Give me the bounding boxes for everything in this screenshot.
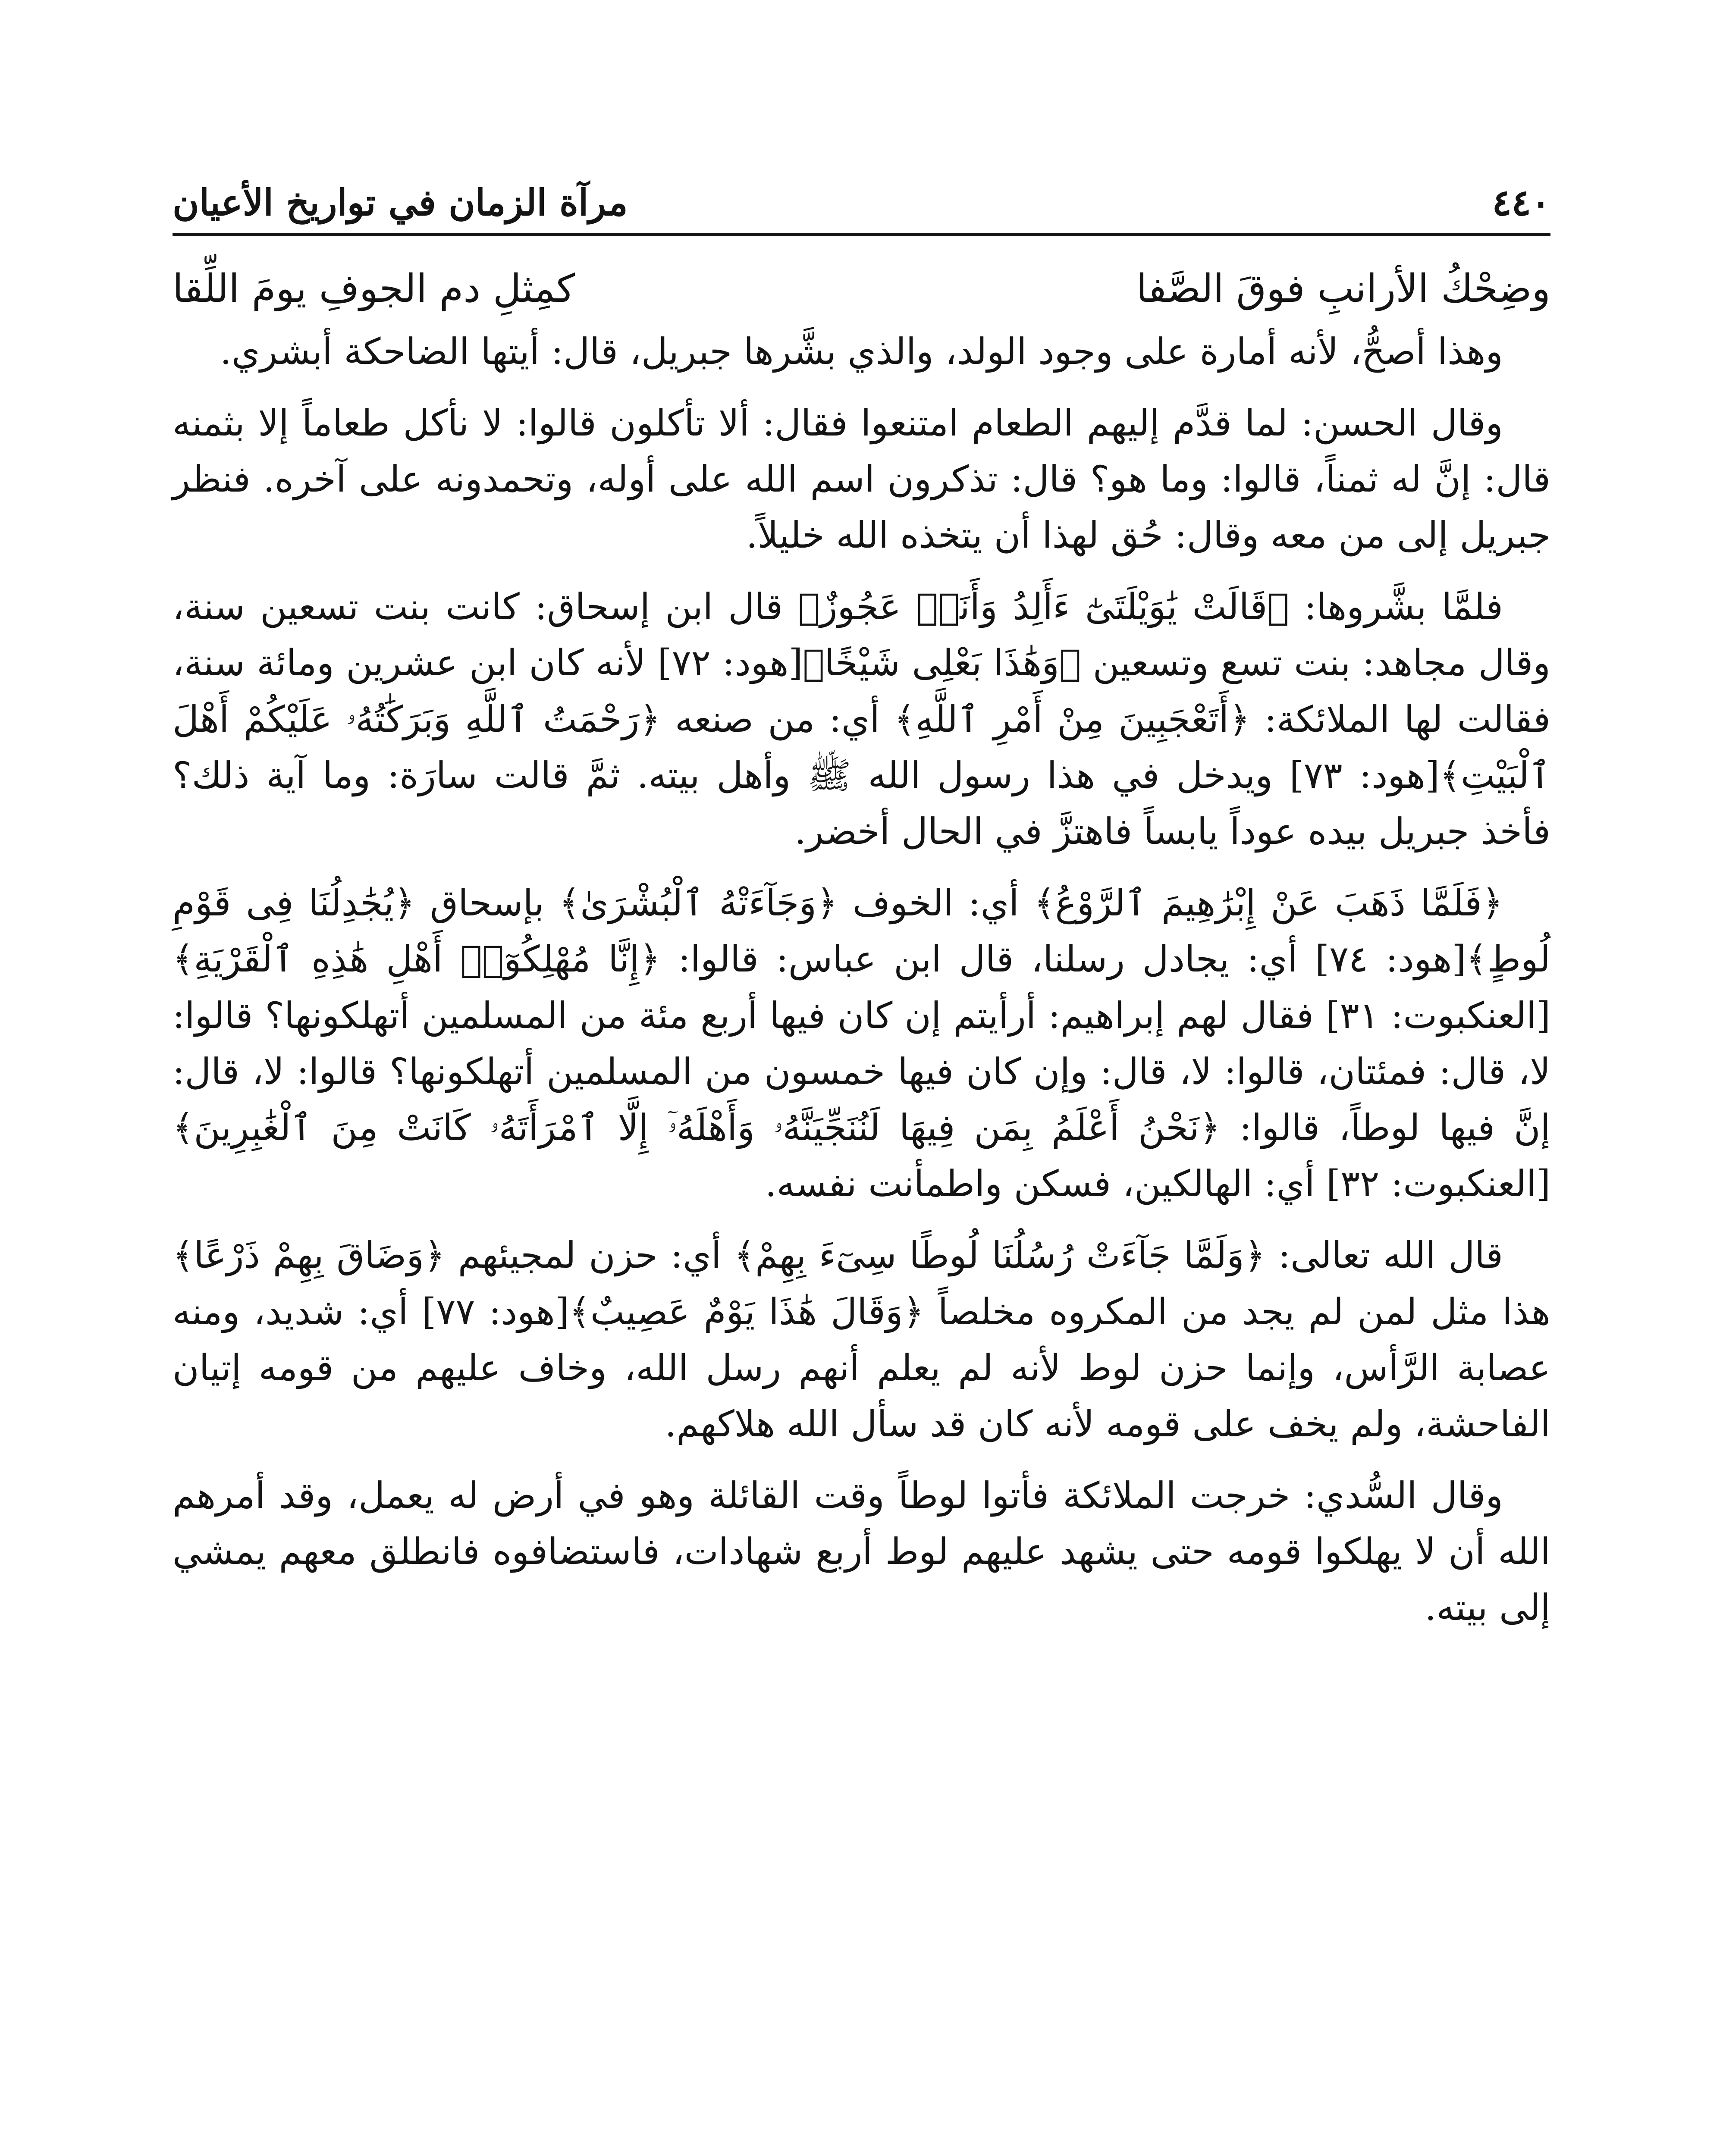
verse-first-hemistich: وضِحْكُ الأرانبِ فوقَ الصَّفا xyxy=(1136,266,1550,311)
book-title: مرآة الزمان في تواريخ الأعيان xyxy=(173,181,628,224)
paragraph: وهذا أصحُّ، لأنه أمارة على وجود الولد، والذي بشَّرها جبريل، قال: أيتها الضاحكة أبشري. xyxy=(220,330,1503,373)
page-number: ٤٤٠ xyxy=(1492,181,1550,224)
page-body xyxy=(173,259,1550,1651)
paragraph: وقال الحسن: لما قدَّم إليهم الطعام امتنعوا فقال: ألا تأكلون قالوا: لا نأكل طعاماً إلا بثمنه قال: إنَّ له ثمناً، قالوا: وما هو؟ قال: تذكرون اسم الله على أوله، وتحمدونه على آخره. فنظر جبريل إلى من معه وقال: حُق لهذا أن يتخذه الله خليلاً. xyxy=(173,401,1550,557)
paragraph: فلمَّا بشَّروها: ﴿قَالَتْ يَٰوَيْلَتَىٰٓ ءَأَلِدُ وَأَنَا۠ عَجُوزٌ﴾ قال ابن إسحاق: كانت بنت تسعين سنة، وقال مجاهد: بنت تسع وتسعين ﴿وَهَٰذَا بَعْلِى شَيْخًا﴾[هود: ٧٢] لأنه كان ابن عشرين ومائة سنة، فقالت لها الملائكة: ﴿أَتَعْجَبِينَ مِنْ أَمْرِ ٱللَّهِ﴾ أي: من صنعه ﴿رَحْمَتُ ٱللَّهِ وَبَرَكَٰتُهُۥ عَلَيْكُمْ أَهْلَ ٱلْبَيْتِ﴾[هود: ٧٣] ويدخل في هذا رسول الله ﷺ وأهل بيته. ثمَّ قالت سارَة: وما آية ذلك؟ فأخذ جبريل بيده عوداً يابساً فاهتزَّ في الحال أخضر. xyxy=(173,586,1550,852)
page-header xyxy=(173,172,1550,236)
poetry-verse xyxy=(173,259,1550,319)
verse-second-hemistich: كمِثلِ دم الجوفِ يومَ اللِّقا xyxy=(173,266,575,311)
paragraph: ﴿فَلَمَّا ذَهَبَ عَنْ إِبْرَٰهِيمَ ٱلرَّوْعُ﴾ أي: الخوف ﴿وَجَآءَتْهُ ٱلْبُشْرَىٰ﴾ بإسحاق ﴿يُجَٰدِلُنَا فِى قَوْمِ لُوطٍ﴾[هود: ٧٤] أي: يجادل رسلنا، قال ابن عباس: قالوا: ﴿إِنَّا مُهْلِكُوٓا۟ أَهْلِ هَٰذِهِ ٱلْقَرْيَةِ﴾ [العنكبوت: ٣١] فقال لهم إبراهيم: أرأيتم إن كان فيها أربع مئة من المسلمين أتهلكونها؟ قالوا: لا، قال: فمئتان، قالوا: لا، قال: وإن كان فيها خمسون من المسلمين أتهلكونها؟ قالوا: لا، قال: إنَّ فيها لوطاً، قالوا: ﴿نَحْنُ أَعْلَمُ بِمَن فِيهَا لَنُنَجِّيَنَّهُۥ وَأَهْلَهُۥٓ إِلَّا ٱمْرَأَتَهُۥ كَانَتْ مِنَ ٱلْغَٰبِرِينَ﴾[العنكبوت: ٣٢] أي: الهالكين، فسكن واطمأنت نفسه. xyxy=(173,882,1550,1205)
paragraph: وقال السُّدي: خرجت الملائكة فأتوا لوطاً وقت القائلة وهو في أرض له يعمل، وقد أمرهم الله أن لا يهلكوا قومه حتى يشهد عليهم لوط أربع شهادات، فاستضافوه فانطلق معهم يمشي إلى بيته. xyxy=(173,1474,1550,1629)
paragraph: قال الله تعالى: ﴿وَلَمَّا جَآءَتْ رُسُلُنَا لُوطًا سِىٓءَ بِهِمْ﴾ أي: حزن لمجيئهم ﴿وَضَاقَ بِهِمْ ذَرْعًا﴾ هذا مثل لمن لم يجد من المكروه مخلصاً ﴿وَقَالَ هَٰذَا يَوْمٌ عَصِيبٌ﴾[هود: ٧٧] أي: شديد، ومنه عصابة الرَّأس، وإنما حزن لوط لأنه لم يعلم أنهم رسل الله، وخاف عليهم من قومه إتيان الفاحشة، ولم يخف على قومه لأنه كان قد سأل الله هلاكهم. xyxy=(173,1234,1550,1445)
